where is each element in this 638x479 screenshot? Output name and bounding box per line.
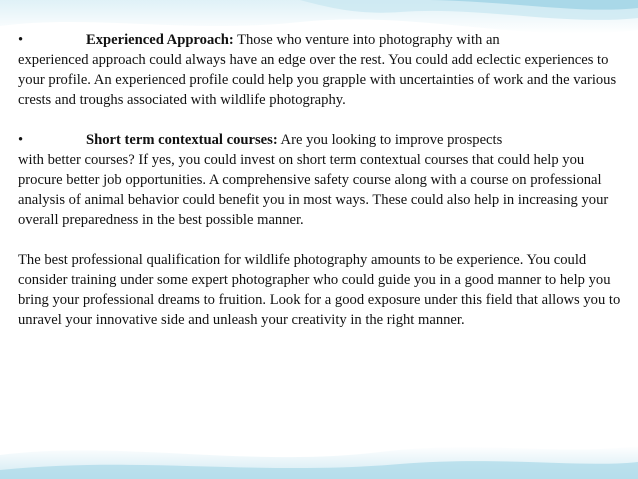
item-first-line: Are you looking to improve prospects <box>277 132 503 148</box>
item-body: experienced approach could always have an edge over the rest. You could add eclectic experiences to your profile. An experienced profile could help you grapple with uncertainties of work and the various crests and troughs associated with wildlife photography. <box>18 52 617 108</box>
item-heading: Short term contextual courses: <box>86 132 278 148</box>
bullet-item-short-term-courses <box>18 130 624 230</box>
item-body: with better courses? If yes, you could invest on short term contextual courses that could help you procure better job opportunities. A comprehensive safety course along with a course on professional analysis of animal behavior could benefit you in most ways. These could also help in increasing your overall preparedness in the best possible manner. <box>18 152 609 228</box>
bullet-icon: • <box>18 32 24 48</box>
bullet-item-experienced-approach <box>18 30 624 110</box>
bullet-icon: • <box>18 132 24 148</box>
item-first-line: Those who venture into photography with an <box>233 32 500 48</box>
closing-paragraph: The best professional qualification for wildlife photography amounts to be experience. You could consider training under some expert photographer who could guide you in a good manner to help you bring your professional dreams to fruition. Look for a good exposure under this field that allows you to unravel your innovative side and unleash your creativity in the right manner. <box>18 252 621 328</box>
slide-content <box>18 30 624 350</box>
item-heading: Experienced Approach: <box>86 32 234 48</box>
